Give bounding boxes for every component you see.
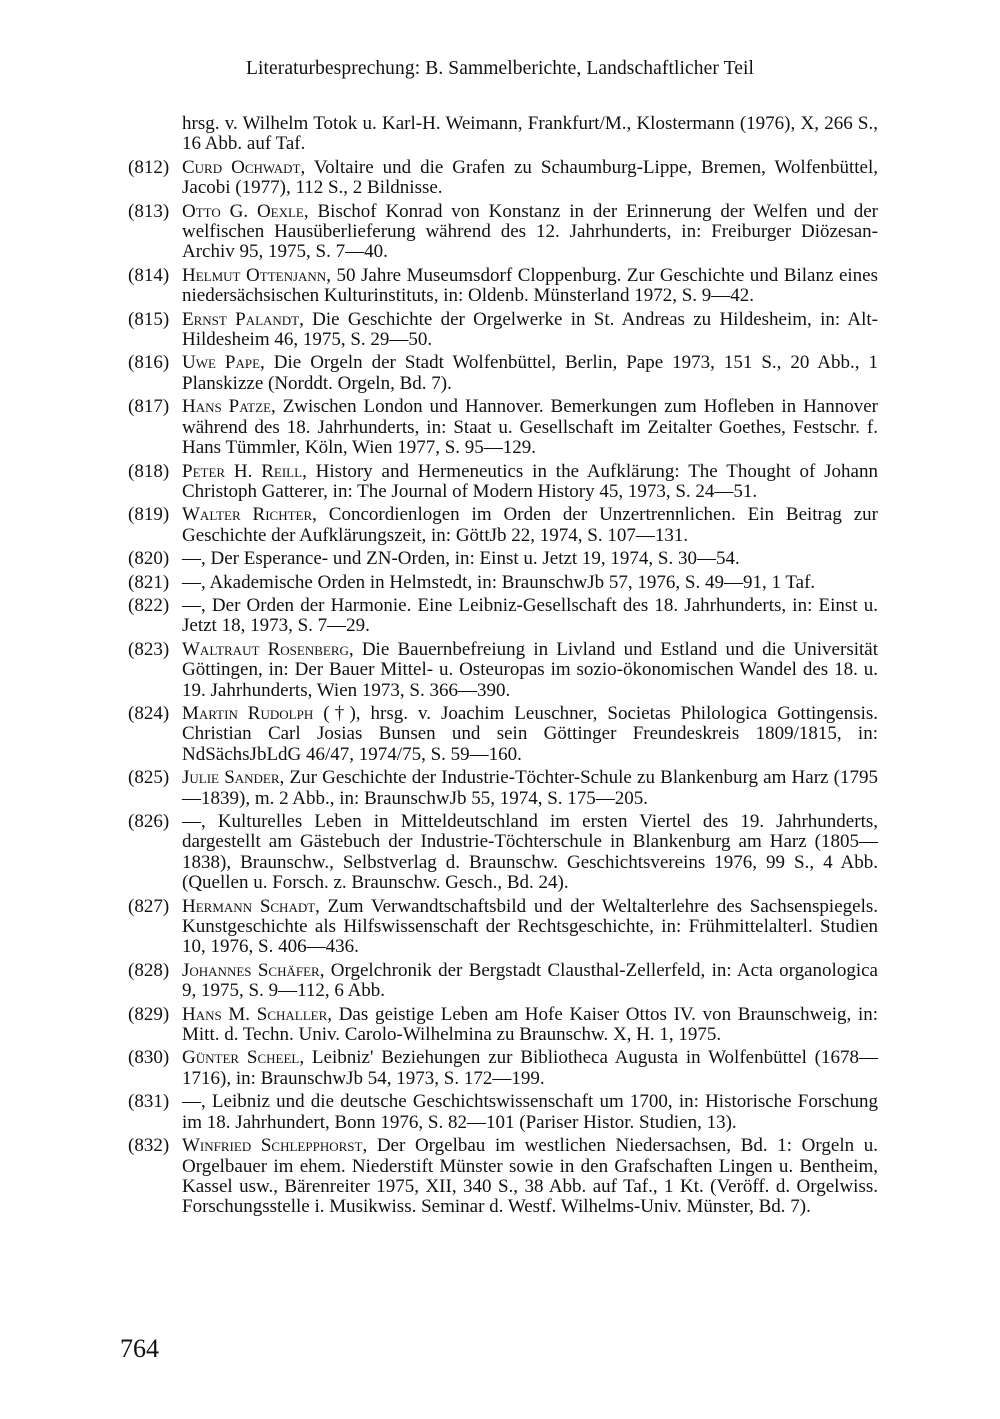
bibliography-entry [128, 704, 878, 765]
bibliography-entry [128, 310, 878, 351]
entry-citation [182, 812, 878, 894]
entry-number: (813) [128, 200, 170, 222]
bibliography-entry [128, 768, 878, 809]
entry-number: (820) [128, 548, 170, 570]
entry-citation [182, 158, 878, 199]
entry-citation [182, 462, 878, 503]
entry-citation [182, 1048, 878, 1089]
bibliography-list [128, 114, 878, 1221]
entry-number: (817) [128, 396, 170, 418]
entry-author: Peter H. Reill [182, 460, 303, 482]
entry-text: —, Leibniz und die deutsche Geschichtswissenschaft um 1700, in: Historische Forschung im 18. Jahrhundert, Bonn 1976, S. 82—101 (Pariser Histor. Studien, 13). [182, 1091, 878, 1133]
entry-number: (814) [128, 264, 170, 286]
entry-number: (822) [128, 594, 170, 616]
entry-citation [182, 596, 878, 637]
bibliography-entry [128, 573, 878, 593]
bibliography-entry [128, 549, 878, 569]
entry-citation [182, 310, 878, 351]
entry-number: (816) [128, 352, 170, 374]
entry-text: —, Akademische Orden in Helmstedt, in: BraunschwJb 57, 1976, S. 49—91, 1 Taf. [182, 571, 816, 593]
bibliography-entry [128, 1092, 878, 1133]
entry-text: , 50 Jahre Museumsdorf Cloppenburg. Zur Geschichte und Bilanz eines niedersächsischen Kulturinstituts, in: Oldenb. Münsterland 1972, S. 9—42. [182, 264, 878, 307]
entry-number: (830) [128, 1047, 170, 1069]
entry-text: , Orgelchronik der Bergstadt Clausthal-Zellerfeld, in: Acta organologica 9, 1975, S. 9—112, 6 Abb. [182, 959, 878, 1002]
bibliography-entry [128, 1048, 878, 1089]
entry-citation [182, 266, 878, 307]
entry-citation [182, 640, 878, 701]
bibliography-entry [128, 266, 878, 307]
entry-number: (831) [128, 1091, 170, 1113]
bibliography-entry [128, 897, 878, 958]
bibliography-entry [128, 505, 878, 546]
entry-number: (828) [128, 959, 170, 981]
entry-author: Günter Scheel [182, 1047, 300, 1069]
entry-author: Walter Richter [182, 504, 313, 526]
bibliography-entry [128, 114, 878, 155]
entry-author: Curd Ochwadt [182, 156, 301, 178]
entry-text: , Zwischen London und Hannover. Bemerkungen zum Hofleben in Hannover während des 18. Jahrhunderts, in: Staat u. Gesellschaft im Zeitalter Goethes, Festschr. f. Hans Tümmler, Köln, Wien 1977, S. 95—129. [182, 396, 878, 459]
bibliography-entry [128, 961, 878, 1002]
entry-author: Martin Rudolph [182, 702, 314, 724]
entry-text: hrsg. v. Wilhelm Totok u. Karl-H. Weimann, Frankfurt/M., Klostermann (1976), X, 266 S., 16 Abb. auf Taf. [182, 113, 878, 155]
bibliography-entry [128, 462, 878, 503]
entry-citation [182, 897, 878, 958]
entry-author: Waltraut Rosenberg [182, 638, 349, 660]
entry-text: , Zur Geschichte der Industrie-Töchter-Schule zu Blankenburg am Harz (1795—1839), m. 2 Abb., in: BraunschwJb 55, 1974, S. 175—205. [182, 767, 879, 809]
entry-number: (823) [128, 638, 170, 660]
entry-citation [182, 768, 878, 809]
entry-citation [182, 549, 878, 569]
entry-citation [182, 704, 878, 765]
entry-number: (812) [128, 156, 170, 178]
entry-author: Otto G. Oexle [182, 200, 304, 222]
entry-number: (826) [128, 811, 170, 832]
entry-text: , Die Geschichte der Orgelwerke in St. Andreas zu Hildesheim, in: Alt-Hildesheim 46, 1975, S. 29—50. [182, 308, 878, 351]
bibliography-entry [128, 353, 878, 394]
entry-text: , Voltaire und die Grafen zu Schaumburg-Lippe, Bremen, Wolfenbüttel, Jacobi (1977), 112 S., 2 Bildnisse. [182, 156, 878, 199]
entry-text: , Der Orgelbau im westlichen Niedersachsen, Bd. 1: Orgeln u. Orgelbauer im ehem. Niederstift Münster sowie in den Grafschaften Lingen u. Bentheim, Kassel usw., Bärenreiter 1975, XII, 340 S., 38 Abb. auf Taf., 1 Kt. (Veröff. d. Orgelwiss. Forschungsstelle i. Musikwiss. Seminar d. Westf. Wilhelms-Univ. Münster, Bd. 7). [182, 1135, 878, 1218]
entry-author: Julie Sander [182, 767, 280, 789]
entry-citation [182, 961, 878, 1002]
entry-text: —, Der Esperance- und ZN-Orden, in: Einst u. Jetzt 19, 1974, S. 30—54. [182, 548, 740, 570]
bibliography-entry [128, 1136, 878, 1218]
entry-citation [182, 114, 878, 155]
running-head: Literaturbesprechung: B. Sammelberichte, Landschaftlicher Teil [245, 58, 755, 79]
entry-author: Hans Patze [182, 396, 272, 418]
entry-author: Hermann Schadt [182, 895, 316, 917]
entry-number: (821) [128, 571, 170, 593]
entry-text: , Das geistige Leben am Hofe Kaiser Ottos IV. von Braunschweig, in: Mitt. d. Techn. Univ. Carolo-Wilhelmina zu Braunschw. X, H. 1, 1975. [182, 1003, 878, 1046]
entry-text: , Bischof Konrad von Konstanz in der Erinnerung der Welfen und der welfischen Hausüberlieferung während des 12. Jahrhunderts, in: Freiburger Diözesan-Archiv 95, 1975, S. 7—40. [182, 200, 879, 263]
page-number: 764 [120, 1334, 159, 1363]
entry-citation [182, 397, 878, 458]
entry-number: (818) [128, 460, 170, 482]
entry-citation [182, 573, 878, 593]
entry-text: , Zum Verwandtschaftsbild und der Weltalterlehre des Sachsenspiegels. Kunstgeschichte als Hilfswissenschaft der Rechtsgeschichte, in: Frühmittelalterl. Studien 10, 1976, S. 406—436. [182, 895, 878, 958]
entry-text: —, Der Orden der Harmonie. Eine Leibniz-Gesellschaft des 18. Jahrhunderts, in: Einst u. Jetzt 18, 1973, S. 7—29. [182, 594, 878, 637]
entry-citation [182, 202, 878, 263]
entry-number: (819) [128, 504, 170, 526]
bibliography-entry [128, 158, 878, 199]
entry-author: Johannes Schäfer [182, 959, 320, 981]
bibliography-entry [128, 397, 878, 458]
entry-citation [182, 1136, 878, 1218]
entry-number: (824) [128, 702, 170, 724]
entry-number: (832) [128, 1135, 170, 1157]
bibliography-entry [128, 812, 878, 894]
entry-text: , Leibniz' Beziehungen zur Bibliotheca Augusta in Wolfenbüttel (1678—1716), in: BraunschwJb 54, 1973, S. 172—199. [182, 1047, 879, 1089]
entry-text: , Concordienlogen im Orden der Unzertrennlichen. Ein Beitrag zur Geschichte der Aufklärungszeit, in: GöttJb 22, 1974, S. 107—131. [182, 504, 878, 546]
entry-author: Winfried Schlepphorst [182, 1135, 363, 1157]
bibliography-entry [128, 202, 878, 263]
entry-author: Ernst Palandt [182, 308, 300, 330]
entry-citation [182, 1005, 878, 1046]
entry-author: Hans M. Schaller [182, 1003, 328, 1025]
entry-number: (815) [128, 308, 170, 330]
entry-number: (825) [128, 767, 170, 789]
entry-author: Uwe Pape [182, 352, 261, 374]
entry-citation [182, 505, 878, 546]
entry-text: , History and Hermeneutics in the Aufklärung: The Thought of Johann Christoph Gatterer, in: The Journal of Modern History 45, 1973, S. 24—51. [182, 460, 878, 502]
entry-text: , Die Bauernbefreiung in Livland und Estland und die Universität Göttingen, in: Der Bauer Mittel- u. Osteuropas im sozio-ökonomischen Wandel des 18. u. 19. Jahrhunderts, Wien 1973, S. 366—390. [182, 638, 878, 701]
entry-citation [182, 1092, 878, 1133]
bibliography-entry [128, 596, 878, 637]
bibliography-entry [128, 640, 878, 701]
entry-number: (829) [128, 1003, 170, 1025]
bibliography-entry [128, 1005, 878, 1046]
entry-citation [182, 353, 878, 394]
entry-author: Helmut Ottenjann [182, 264, 327, 286]
entry-text: —, Kulturelles Leben in Mitteldeutschland im ersten Viertel des 19. Jahrhunderts, dargestellt am Gästebuch der Industrie-Töchterschule in Blankenburg am Harz (1805—1838), Braunschw., Selbstverlag d. Braunschw. Geschichtsvereins 1976, 99 S., 4 Abb. (Quellen u. Forsch. z. Braunschw. Gesch., Bd. 24). [182, 811, 878, 894]
entry-text: , Die Orgeln der Stadt Wolfenbüttel, Berlin, Pape 1973, 151 S., 20 Abb., 1 Planskizze (Norddt. Orgeln, Bd. 7). [182, 352, 878, 394]
entry-number: (827) [128, 895, 170, 917]
entry-text: (†), hrsg. v. Joachim Leuschner, Societas Philologica Gottingensis. Christian Carl Josias Bunsen und sein Göttinger Freundeskreis 1809/1815, in: NdSächsJbLdG 46/47, 1974/75, S. 59—160. [182, 702, 879, 765]
